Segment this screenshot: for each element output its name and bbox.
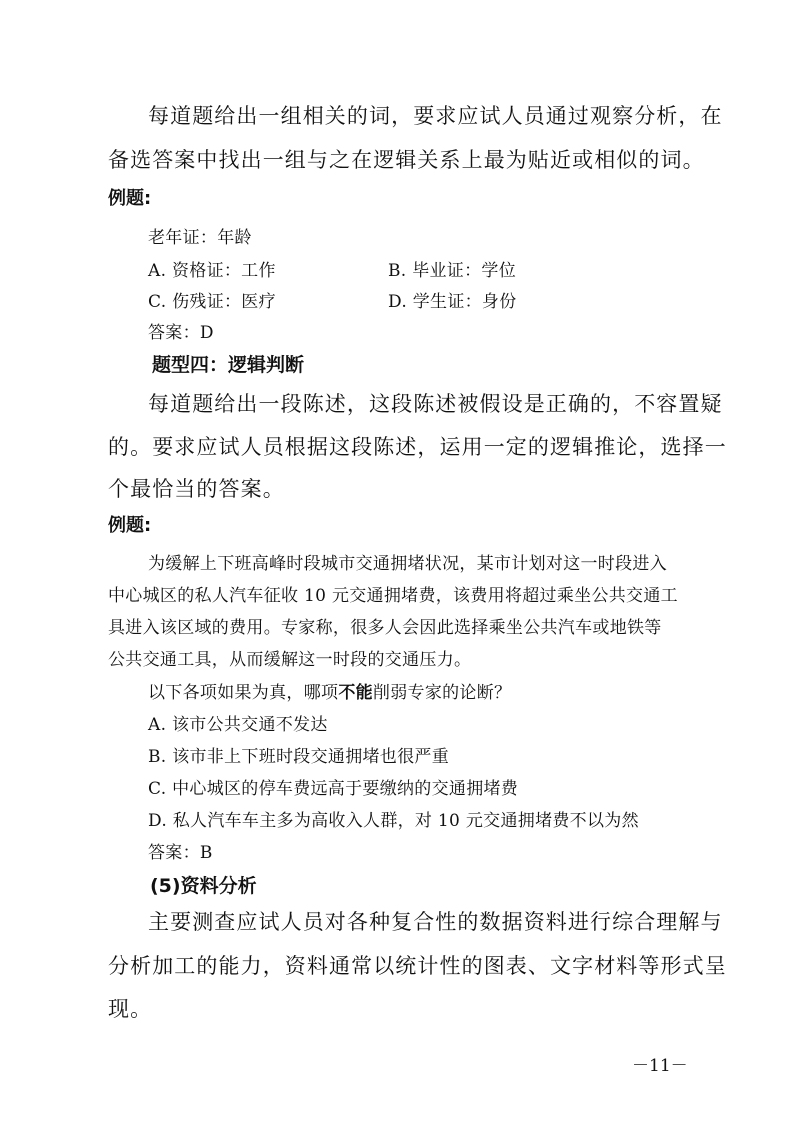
section4-question [148,678,511,703]
section4-passage-line-4: 公共交通工具，从而缓解这一时段的交通压力。 [108,650,472,670]
section3-option-d: D. 学生证：身份 [388,292,517,312]
section4-option-c: C. 中心城区的停车费远高于要缴纳的交通拥堵费 [148,779,519,799]
section4-intro-line-1: 每道题给出一段陈述，这段陈述被假设是正确的，不容置疑 [148,392,723,416]
section4-answer: 答案：B [148,843,213,863]
section5-intro-line-1: 主要测查应试人员对各种复合性的数据资料进行综合理解与 [148,910,723,934]
page-number: －11－ [632,1056,688,1076]
section5-title: (5)资料分析 [150,875,257,897]
section3-option-c: C. 伤残证：医疗 [148,292,276,312]
section3-answer: 答案：D [148,323,214,343]
section3-question: 老年证：年龄 [148,228,252,248]
section4-option-d: D. 私人汽车车主多为高收入人群，对 10 元交通拥堵费不以为然 [148,811,639,831]
section4-intro-line-3: 个最恰当的答案。 [108,477,285,501]
section3-option-a: A. 资格证：工作 [148,261,276,281]
section4-question-emphasis: 不能 [338,683,373,703]
section4-passage-line-3: 具进入该区域的费用。专家称，很多人会因此选择乘坐公共汽车或地铁等 [108,618,662,638]
section3-intro-line-2: 备选答案中找出一组与之在逻辑关系上最为贴近或相似的词。 [108,148,705,172]
section3-option-b: B. 毕业证：学位 [388,261,516,281]
section4-title: 题型四：逻辑判断 [152,354,305,376]
section4-passage-line-1: 为缓解上下班高峰时段城市交通拥堵状况，某市计划对这一时段进入 [148,554,667,574]
section5-intro-line-3: 现。 [108,997,153,1021]
section5-intro-line-2: 分析加工的能力，资料通常以统计性的图表、文字材料等形式呈 [108,954,727,978]
section4-example-label: 例题: [108,515,152,536]
section4-intro-line-2: 的。要求应试人员根据这段陈述，运用一定的逻辑推论，选择一 [108,435,727,459]
section3-intro-line-1: 每道题给出一组相关的词，要求应试人员通过观察分析，在 [148,104,723,128]
section4-question-pre: 以下各项如果为真，哪项 [148,683,339,703]
section4-passage-line-2: 中心城区的私人汽车征收 10 元交通拥堵费，该费用将超过乘坐公共交通工 [108,586,678,606]
section4-question-post: 削弱专家的论断？ [372,683,512,703]
section4-option-b: B. 该市非上下班时段交通拥堵也很严重 [148,747,449,767]
section4-option-a: A. 该市公共交通不发达 [148,715,328,735]
section3-example-label: 例题: [108,188,152,209]
